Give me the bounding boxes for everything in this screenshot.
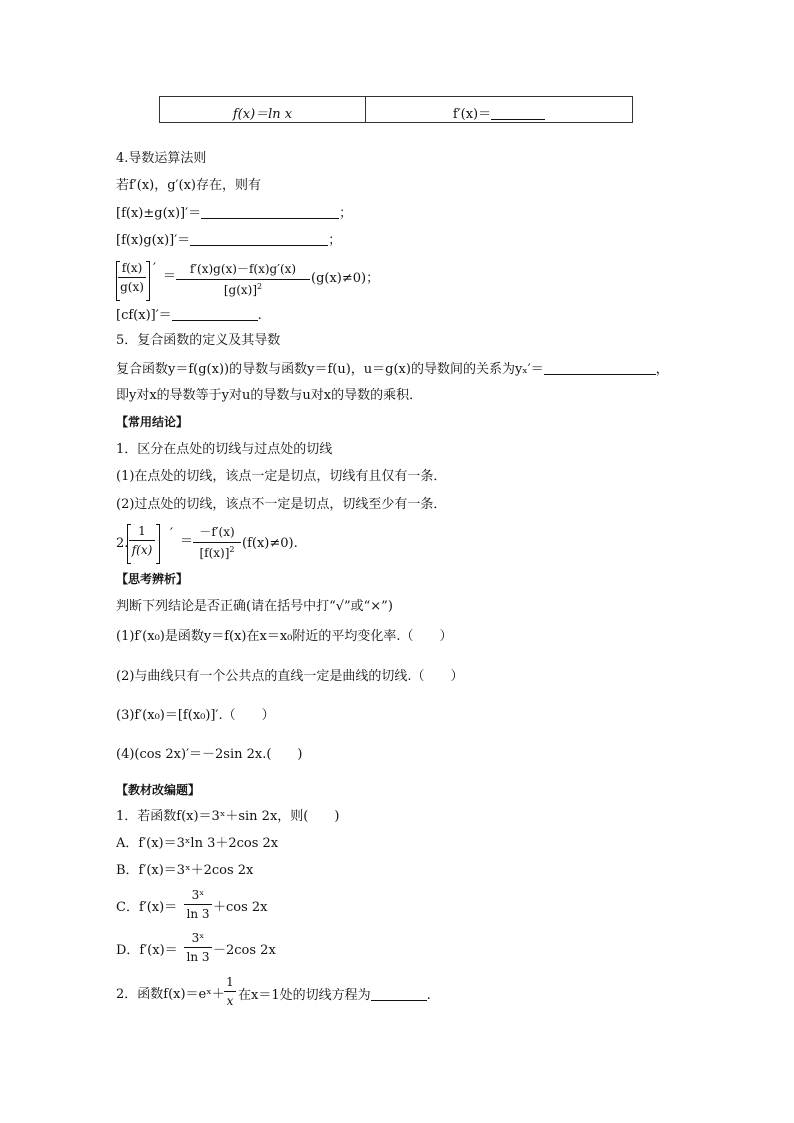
textbook-tag: 【教材改编题】 [116, 783, 201, 797]
thinking-tag: 【思考辨析】 [116, 572, 189, 586]
rule-constant-end: . [257, 308, 262, 323]
section-4-heading: 4.导数运算法则 [116, 151, 207, 166]
rule-product [116, 233, 341, 247]
conclusion-2-prefix: 2. [116, 536, 129, 551]
rule-product-blank[interactable] [190, 233, 328, 246]
reciprocal-fraction [129, 524, 155, 557]
problem-2-num: 1 [226, 975, 234, 989]
conclusion-1a: (1)在点处的切线，该点一定是切点，切线有且仅有一条． [116, 469, 447, 484]
rule-sum-lhs: [f(x)±g(x)]′＝ [116, 206, 202, 221]
option-c[interactable] [116, 901, 177, 914]
reciprocal-den: f(x) [131, 543, 153, 557]
option-d-suffix: －2cos 2x [213, 943, 276, 958]
quotient-condition: (g(x)≠0)； [311, 271, 380, 286]
quotient-right-bracket [146, 261, 150, 301]
rule-sum [116, 206, 352, 220]
option-d-prefix: D．f′(x)＝ [116, 943, 178, 958]
table-cell-answer [366, 103, 632, 122]
rule-constant-blank[interactable] [172, 308, 258, 321]
reciprocal-eq: ＝ [180, 534, 194, 549]
reciprocal-prime: ′ [170, 526, 173, 541]
reciprocal-rhs-num: －f′(x) [199, 525, 235, 539]
quotient-rhs-fraction [176, 260, 310, 297]
chain-rule-blank[interactable] [544, 362, 656, 375]
fraction-bar [193, 542, 241, 543]
judgment-1: (1)f′(x₀)是函数y＝f(x)在x＝x₀附近的平均变化率.（ ） [116, 629, 453, 644]
rule-product-lhs: [f(x)g(x)]′＝ [116, 233, 191, 248]
problem-2-tail [238, 988, 431, 1002]
quotient-fraction [118, 261, 146, 294]
conclusion-1: 1．区分在点处的切线与过点处的切线 [116, 442, 333, 457]
answer-blank[interactable] [491, 107, 545, 120]
problem-2-suffix: 在x＝1处的切线方程为 [238, 988, 371, 1003]
quotient-rhs-den: [g(x)] [223, 283, 258, 297]
fraction-bar [184, 904, 212, 905]
option-d-fraction [184, 931, 212, 964]
quotient-rhs-den-sup: 2 [257, 282, 263, 291]
derivative-table [159, 96, 633, 123]
quotient-eq: ＝ [163, 269, 177, 284]
reciprocal-condition: (f(x)≠0). [242, 536, 298, 551]
quotient-den: g(x) [120, 280, 144, 294]
thinking-intro: 判断下列结论是否正确(请在括号中打“√”或“×”) [116, 599, 393, 614]
rule-sum-blank[interactable] [201, 206, 339, 219]
option-d-num: 3ˣ [191, 931, 205, 945]
option-c-den: ln 3 [186, 907, 210, 921]
rule-product-end: ； [328, 233, 342, 248]
reciprocal-rhs-den-sup: 2 [229, 545, 235, 554]
section-4-intro: 若f′(x)，g′(x)存在，则有 [116, 178, 261, 193]
reciprocal-rhs-den: [f(x)] [199, 546, 230, 560]
rule-sum-end: ； [339, 206, 353, 221]
option-c-prefix: C．f′(x)＝ [116, 900, 178, 915]
problem-2-prefix: 2．函数f(x)＝eˣ＋ [116, 987, 225, 1002]
problem-2-den: x [226, 994, 234, 1008]
quotient-num: f(x) [121, 261, 143, 275]
chain-rule-line [116, 362, 669, 376]
problem-2-fraction [224, 975, 236, 1008]
problem-2-blank[interactable] [371, 988, 427, 1001]
fraction-bar [224, 991, 236, 992]
conclusion-1b: (2)过点处的切线，该点不一定是切点，切线至少有一条． [116, 497, 447, 512]
quotient-rhs-den-wrap [176, 282, 310, 297]
rule-constant [116, 308, 262, 322]
option-c-suffix: ＋cos 2x [213, 900, 268, 915]
table-cell-answer-label: f′(x)＝ [452, 107, 492, 122]
option-b[interactable]: B．f′(x)＝3ˣ＋2cos 2x [116, 863, 254, 878]
fraction-bar [176, 279, 310, 280]
reciprocal-num: 1 [138, 524, 146, 538]
reciprocal-rhs-den-wrap [193, 545, 241, 560]
table-cell-ln: f(x)＝ln x [232, 107, 293, 122]
judgment-2: (2)与曲线只有一个公共点的直线一定是曲线的切线.（ ） [116, 669, 464, 684]
fraction-bar [129, 540, 155, 541]
chain-rule-explain: 即y对x的导数等于y对u的导数与u对x的导数的乘积． [116, 388, 423, 403]
option-d[interactable] [116, 944, 178, 957]
option-c-fraction [184, 888, 212, 921]
quotient-prime: ′ [153, 261, 156, 276]
fraction-bar [184, 947, 212, 948]
fraction-bar [118, 277, 146, 278]
option-c-num: 3ˣ [191, 888, 205, 902]
quotient-rhs-num: f′(x)g(x)－f(x)g′(x) [189, 262, 297, 276]
judgment-3: (3)f′(x₀)＝[f(x₀)]′.（ ） [116, 708, 275, 723]
chain-rule-text: 复合函数y＝f(g(x))的导数与函数y＝f(u)，u＝g(x)的导数间的关系为yₓ′＝ [116, 362, 544, 377]
section-5-heading: 5．复合函数的定义及其导数 [116, 333, 281, 348]
chain-rule-end: ， [655, 362, 669, 377]
problem-1: 1．若函数f(x)＝3ˣ＋sin 2x，则( ) [116, 809, 340, 824]
judgment-4: (4)(cos 2x)′＝－2sin 2x.( ) [116, 747, 303, 762]
reciprocal-rhs-fraction [193, 523, 241, 560]
rule-constant-lhs: [cf(x)]′＝ [116, 308, 172, 323]
reciprocal-right-bracket [156, 524, 160, 564]
problem-2-end: . [426, 988, 431, 1003]
conclusions-tag: 【常用结论】 [116, 415, 189, 429]
option-a[interactable]: A．f′(x)＝3ˣln 3＋2cos 2x [116, 836, 279, 851]
option-d-den: ln 3 [186, 950, 210, 964]
